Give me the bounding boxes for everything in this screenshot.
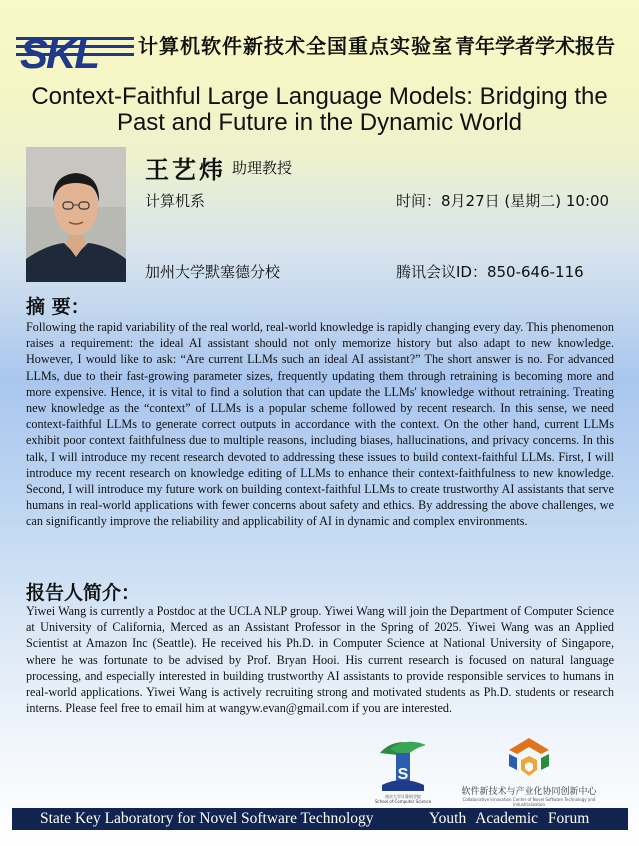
abstract-heading: 摘 要： (26, 296, 90, 318)
footer-bar (12, 808, 628, 830)
talk-title-line1: Context-Faithful Large Language Models: Bridging the (31, 83, 608, 110)
speaker-name: 王艺炜 (145, 156, 226, 184)
abstract-text: Following the rapid variability of the real world, real-world knowledge is rapidly changing every day. This phenomenon raises a requirement: the ideal AI assistant should not only memorize history but also adapt to new knowledge. However, I would like to ask: “Are current LLMs such an ideal AI assistant?” The short answer is no. For advanced LLMs, due to their fast-growing parameter sizes, frequently updating them through retraining is becoming more and more expensive. Hence, it is vital to find a solution that can update the LLMs' knowledge without retraining. Treating new knowledge as the “context” of LLMs is a popular scheme followed by recent research. In this sense, we need context-faithful LLMs to generate correct outputs in accordance with the context. On the other hand, current LLMs exhibit poor context faithfulness due to multiple reasons, including biases, hallucinations, and privacy concerns. In this talk, I will introduce my recent research devoted to addressing these issues to build context-faithful LLMs. First, I will introduce my recent research on knowledge editing of LLMs to enhance their context-faithfulness to new knowledge. Second, I will introduce my future work on building context-faithful LLMs to create trustworthy AI assistants that serve humans in real-world applications with fewer concerns about safety and ethics. By addressing the above challenges, we can significantly improve the reliability and applicability of AI in dynamic and complex environments. (26, 320, 614, 529)
talk-time: 时间：8月27日 (星期二) 10:00 (396, 192, 610, 210)
footer-forum-name: Youth Academic Forum (429, 810, 590, 827)
header (0, 0, 639, 80)
innovation-center-logo (507, 736, 551, 780)
bio-text: Yiwei Wang is currently a Postdoc at the UCLA NLP group. Yiwei Wang will join the Department of Computer Science at University of California, Merced as an Assistant Professor in the Spring of 2025. Yiwei Wang was an Applied Scientist at Amazon Inc (Seattle). He received his Ph.D. in Computer Science at National University of Singapore, where he was fortunate to be advised by Prof. Bryan Hooi. His current research is focused on natural language processing, and especially interested in building trustworthy AI assistants to provide responsible services to humans in real-world applications. Yiwei Wang is actively recruiting strong and motivated students as Ph.D. students or research interns. Please feel free to email him at wangyw.evan@gmail.com if you are interested. (26, 604, 614, 716)
meeting-id: 腾讯会议ID：850-646-116 (396, 263, 584, 281)
svg-text:SKL: SKL (20, 30, 98, 72)
talk-title (10, 84, 629, 136)
nju-cs-caption-en: School of Computer Science (374, 799, 432, 804)
footer-lab-name: State Key Laboratory for Novel Software Technology (40, 810, 374, 827)
innovation-center-name: 软件新技术与产业化协同创新中心 (461, 787, 597, 797)
innovation-center-name-en: Collaborative Innovation Center of Novel Software Technology and Industrialization (462, 797, 596, 807)
nju-cs-logo (372, 735, 434, 797)
nju-cs-caption (372, 794, 434, 804)
svg-text:S: S (397, 766, 409, 783)
speaker-position: 助理教授 (232, 159, 293, 177)
bio-heading: 报告人简介： (26, 582, 141, 604)
talk-title-line2: Past and Future in the Dynamic World (116, 109, 523, 136)
speaker-university: 加州大学默塞德分校 (145, 263, 281, 281)
speaker-department: 计算机系 (145, 192, 206, 210)
skl-logo (16, 28, 134, 72)
series-name: 青年学者学术报告 (455, 34, 615, 58)
lab-name: 计算机软件新技术全国重点实验室 (138, 34, 453, 58)
nju-cs-caption-cn: 南京大学计算机学院 (385, 794, 421, 799)
speaker-photo (26, 147, 126, 282)
